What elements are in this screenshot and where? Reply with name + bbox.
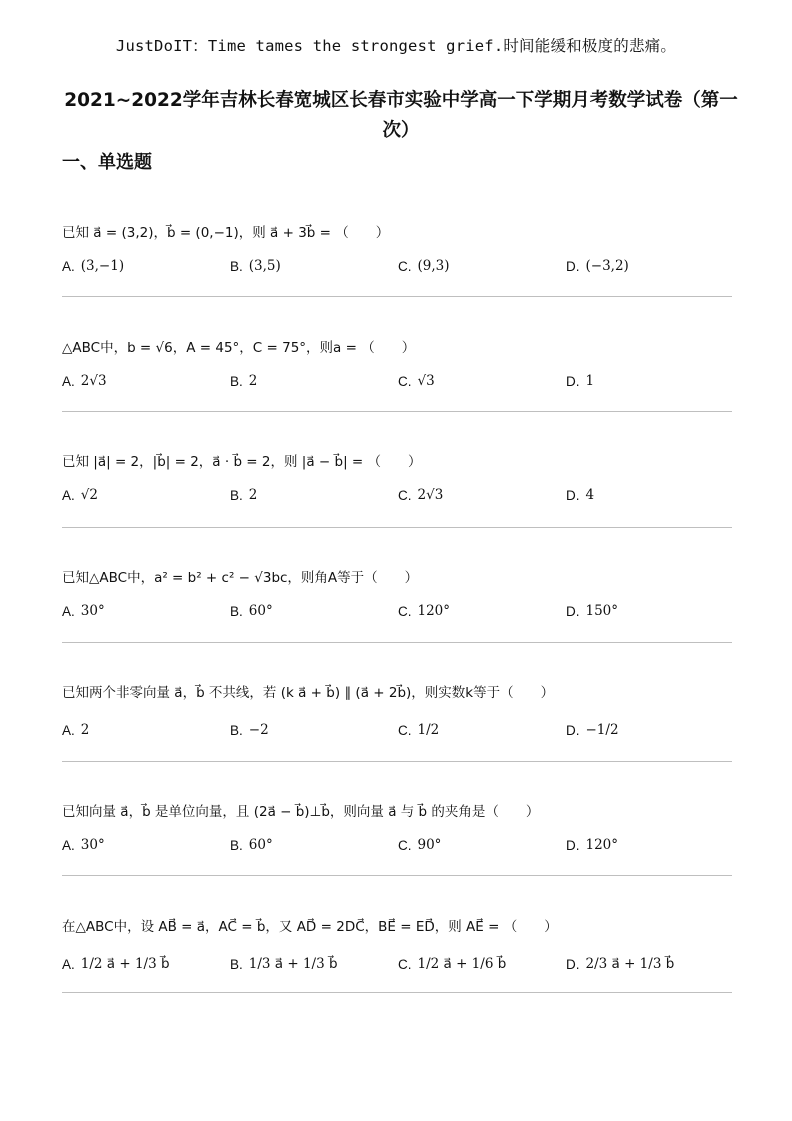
question-2	[62, 337, 734, 393]
option-value: (3,−1)	[80, 258, 125, 274]
option-value: 150°	[585, 603, 619, 619]
option-value: 2√3	[417, 487, 444, 503]
option-letter: C.	[398, 603, 412, 619]
question-stem: 已知 |a⃗| = 2，|b⃗| = 2，a⃗ · b⃗ = 2，则 |a⃗ − b⃗| = （ ）	[62, 454, 422, 470]
option-a[interactable]	[62, 258, 230, 274]
option-letter: B.	[230, 956, 243, 972]
option-c[interactable]	[398, 956, 566, 972]
option-c[interactable]	[398, 487, 566, 503]
option-b[interactable]	[230, 258, 398, 274]
option-value: 2/3 a⃗ + 1/3 b⃗	[585, 956, 675, 972]
options-row	[62, 952, 734, 976]
options-row	[62, 599, 734, 623]
option-letter: C.	[398, 258, 412, 274]
option-d[interactable]	[566, 487, 734, 503]
question-3	[62, 451, 734, 507]
option-value: −2	[248, 722, 269, 738]
option-letter: A.	[62, 956, 75, 972]
option-d[interactable]	[566, 603, 734, 619]
option-letter: D.	[566, 603, 580, 619]
question-stem: 已知向量 a⃗，b⃗ 是单位向量，且 (2a⃗ − b⃗)⊥b⃗，则向量 a⃗ 与 b⃗ 的夹角是（ ）	[62, 804, 540, 820]
option-d[interactable]	[566, 722, 734, 738]
option-letter: A.	[62, 258, 75, 274]
divider	[62, 527, 732, 528]
option-letter: C.	[398, 837, 412, 853]
option-letter: C.	[398, 722, 412, 738]
option-c[interactable]	[398, 258, 566, 274]
option-letter: B.	[230, 603, 243, 619]
option-value: (−3,2)	[585, 258, 629, 274]
options-row	[62, 718, 734, 742]
option-value: 1/2	[417, 722, 440, 738]
option-value: 2√3	[80, 373, 107, 389]
divider	[62, 642, 732, 643]
option-b[interactable]	[230, 837, 398, 853]
option-b[interactable]	[230, 722, 398, 738]
option-value: (9,3)	[417, 258, 450, 274]
option-value: 1/3 a⃗ + 1/3 b⃗	[248, 956, 338, 972]
option-letter: D.	[566, 258, 580, 274]
option-value: 4	[585, 487, 595, 503]
option-letter: A.	[62, 603, 75, 619]
divider	[62, 875, 732, 876]
option-letter: D.	[566, 487, 580, 503]
options-row	[62, 369, 734, 393]
option-value: 2	[248, 373, 258, 389]
options-row	[62, 483, 734, 507]
question-stem: 在△ABC中，设 AB⃗ = a⃗，AC⃗ = b⃗，又 AD⃗ = 2DC⃗，BE⃗ = ED⃗，则 AE⃗ = （ ）	[62, 919, 558, 935]
option-c[interactable]	[398, 722, 566, 738]
option-d[interactable]	[566, 258, 734, 274]
question-5	[62, 682, 734, 742]
option-letter: B.	[230, 373, 243, 389]
option-letter: C.	[398, 373, 412, 389]
divider	[62, 992, 732, 993]
option-letter: D.	[566, 956, 580, 972]
option-b[interactable]	[230, 373, 398, 389]
option-letter: D.	[566, 722, 580, 738]
option-letter: C.	[398, 487, 412, 503]
option-c[interactable]	[398, 603, 566, 619]
option-value: √2	[80, 487, 98, 503]
divider	[62, 761, 732, 762]
option-letter: D.	[566, 373, 580, 389]
option-value: 60°	[248, 603, 273, 619]
question-4	[62, 567, 734, 623]
option-value: 30°	[80, 603, 105, 619]
divider	[62, 296, 732, 297]
option-value: 90°	[417, 837, 442, 853]
question-stem: 已知△ABC中，a² = b² + c² − √3bc，则角A等于（ ）	[62, 570, 419, 586]
option-value: 120°	[585, 837, 619, 853]
question-7	[62, 916, 734, 976]
options-row	[62, 254, 734, 278]
question-stem: 已知两个非零向量 a⃗，b⃗ 不共线，若 (k a⃗ + b⃗) ∥ (a⃗ + 2b⃗)，则实数k等于（ ）	[62, 685, 555, 701]
option-value: √3	[417, 373, 435, 389]
option-a[interactable]	[62, 487, 230, 503]
option-letter: A.	[62, 722, 75, 738]
option-value: (3,5)	[248, 258, 281, 274]
option-value: 1	[585, 373, 595, 389]
option-value: 120°	[417, 603, 451, 619]
option-letter: A.	[62, 373, 75, 389]
option-d[interactable]	[566, 373, 734, 389]
option-letter: B.	[230, 722, 243, 738]
option-c[interactable]	[398, 837, 566, 853]
question-stem: △ABC中，b = √6，A = 45°，C = 75°，则a = （ ）	[62, 340, 416, 356]
option-value: 30°	[80, 837, 105, 853]
option-value: 2	[80, 722, 90, 738]
option-letter: A.	[62, 487, 75, 503]
section-heading: 一、单选题	[62, 152, 152, 173]
option-value: −1/2	[585, 722, 619, 738]
option-d[interactable]	[566, 956, 734, 972]
question-1	[62, 222, 734, 278]
option-d[interactable]	[566, 837, 734, 853]
option-c[interactable]	[398, 373, 566, 389]
option-letter: B.	[230, 487, 243, 503]
option-value: 1/2 a⃗ + 1/6 b⃗	[417, 956, 507, 972]
option-value: 2	[248, 487, 258, 503]
divider	[62, 411, 732, 412]
option-a[interactable]	[62, 373, 230, 389]
option-a[interactable]	[62, 722, 230, 738]
option-value: 60°	[248, 837, 273, 853]
option-b[interactable]	[230, 956, 398, 972]
option-a[interactable]	[62, 837, 230, 853]
option-value: 1/2 a⃗ + 1/3 b⃗	[80, 956, 170, 972]
option-letter: C.	[398, 956, 412, 972]
option-letter: B.	[230, 258, 243, 274]
header-motto: JustDoIT：Time tames the strongest grief.时间能缓和极度的悲痛。	[115, 37, 677, 55]
option-a[interactable]	[62, 956, 230, 972]
option-letter: D.	[566, 837, 580, 853]
option-letter: B.	[230, 837, 243, 853]
option-b[interactable]	[230, 603, 398, 619]
option-letter: A.	[62, 837, 75, 853]
options-row	[62, 833, 734, 857]
question-stem: 已知 a⃗ = (3,2)，b⃗ = (0,−1)，则 a⃗ + 3b⃗ = （ ）	[62, 225, 390, 241]
option-a[interactable]	[62, 603, 230, 619]
page-title: 2021~2022学年吉林长春宽城区长春市实验中学高一下学期月考数学试卷（第一次）	[64, 90, 738, 141]
question-6	[62, 801, 734, 857]
option-b[interactable]	[230, 487, 398, 503]
